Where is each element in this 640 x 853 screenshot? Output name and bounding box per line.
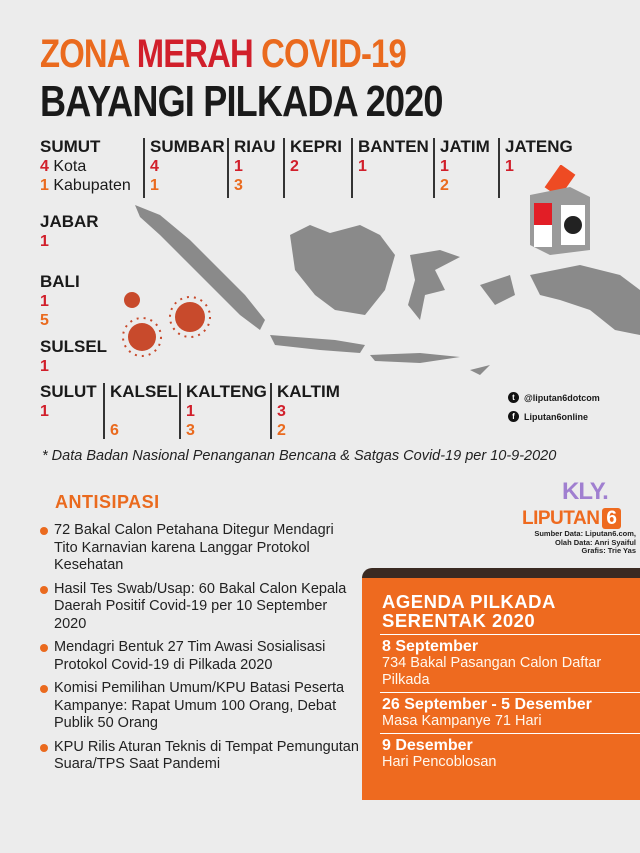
twitter-text: @liputan6dotcom	[524, 392, 600, 403]
kota-label: Kota	[53, 158, 87, 175]
province-sumut	[35, 138, 131, 196]
province-name: JATIM	[440, 137, 490, 156]
title-merah: MERAH	[136, 32, 262, 76]
facebook-icon: f	[508, 411, 519, 422]
province-kaltim	[270, 383, 340, 439]
source-line: Sumber Data: Liputan6.com,	[534, 529, 636, 538]
title-covid: COVID-19	[261, 32, 406, 76]
liputan-text: LIPUTAN	[522, 508, 600, 529]
province-name: RIAU	[234, 137, 276, 156]
agenda-desc: 734 Bakal Pasangan Calon Daftar Pilkada	[382, 655, 602, 688]
source-line: Grafis: Trie Yas	[581, 546, 636, 555]
agenda-heading: AGENDA PILKADA SERENTAK 2020	[382, 591, 556, 631]
title-line-2: BAYANGI PILKADA 2020	[40, 77, 443, 126]
facebook-text: Liputan6online	[524, 411, 588, 422]
kota-count: 2	[290, 158, 299, 175]
kabupaten-count: 2	[277, 422, 286, 439]
kota-count: 1	[234, 158, 243, 175]
footnote: * Data Badan Nasional Penanganan Bencana & Satgas Covid-19 per 10-9-2020	[42, 448, 557, 464]
kabupaten-count: 1	[150, 177, 159, 194]
province-sulut	[35, 383, 97, 422]
province-name: SUMBAR	[150, 137, 225, 156]
agenda-box	[362, 568, 640, 800]
kabupaten-label: Kabupaten	[53, 177, 131, 194]
province-name: SULUT	[40, 382, 97, 401]
agenda-desc: Hari Pencoblosan	[382, 754, 497, 770]
province-kepri	[283, 138, 342, 198]
province-name: SUMUT	[40, 137, 101, 156]
province-name: JABAR	[40, 212, 99, 231]
kota-count: 1	[40, 233, 49, 250]
twitter-icon: t	[508, 392, 519, 403]
province-name: KEPRI	[290, 137, 342, 156]
kota-count: 1	[40, 293, 49, 310]
province-name: KALTENG	[186, 382, 267, 401]
liputan6-logo	[522, 508, 621, 530]
province-sulsel	[35, 338, 107, 377]
twitter-handle[interactable]	[508, 392, 600, 403]
list-item: 72 Bakal Calon Petahana Ditegur Mendagri Tito Karnavian karena Langgar Protokol Kesehatan	[40, 522, 360, 575]
list-item: Komisi Pemilihan Umum/KPU Batasi Peserta Kampanye: Rapat Umum 100 Orang, Debat Publik 50 Orang	[40, 680, 360, 733]
kota-count: 4	[40, 158, 49, 175]
province-riau	[227, 138, 276, 198]
antisipasi-list	[40, 522, 360, 780]
province-bali	[35, 273, 80, 331]
kabupaten-count: 1	[40, 177, 49, 194]
virus-icons	[112, 285, 222, 365]
province-kalsel	[103, 383, 178, 439]
six-badge: 6	[602, 508, 620, 529]
province-name: SULSEL	[40, 337, 108, 356]
facebook-handle[interactable]	[508, 411, 588, 422]
kota-count: 1	[358, 158, 367, 175]
list-item: Hasil Tes Swab/Usap: 60 Bakal Calon Kepala Daerah Positif Covid-19 per 10 September 2020	[40, 581, 360, 634]
kota-count: 3	[277, 403, 286, 420]
source-credits	[520, 530, 636, 556]
agenda-item	[380, 692, 640, 733]
agenda-date: 26 September - 5 Desember	[382, 696, 592, 713]
kabupaten-count: 2	[440, 177, 449, 194]
province-jabar	[35, 213, 99, 252]
kota-count: 1	[440, 158, 449, 175]
agenda-item	[380, 733, 640, 774]
province-kalteng	[179, 383, 267, 439]
list-item: KPU Rilis Aturan Teknis di Tempat Pemungutan Suara/TPS Saat Pandemi	[40, 739, 360, 774]
kota-count: 1	[40, 358, 49, 375]
province-name: KALTIM	[277, 382, 340, 401]
kabupaten-count: 3	[186, 422, 195, 439]
kly-logo: KLY.	[562, 478, 608, 505]
agenda-desc: Masa Kampanye 71 Hari	[382, 713, 542, 729]
province-banten	[351, 138, 429, 198]
kota-count: 1	[505, 158, 514, 175]
title-line-1	[40, 32, 406, 77]
kabupaten-count: 6	[110, 422, 119, 439]
title-zona: ZONA	[40, 32, 137, 76]
province-name: KALSEL	[110, 382, 178, 401]
kota-count: 1	[186, 403, 195, 420]
province-jateng	[498, 138, 573, 198]
kota-count: 4	[150, 158, 159, 175]
source-line: Olah Data: Anri Syaiful	[555, 537, 636, 547]
province-name: JATENG	[505, 137, 573, 156]
province-name: BALI	[40, 272, 80, 291]
kabupaten-count: 3	[234, 177, 243, 194]
province-sumbar	[143, 138, 225, 198]
agenda-date: 9 Desember	[382, 737, 473, 754]
agenda-item	[380, 634, 640, 692]
agenda-date: 8 September	[382, 638, 479, 655]
kota-count: 1	[40, 403, 49, 420]
province-jatim	[433, 138, 490, 198]
province-name: BANTEN	[358, 137, 429, 156]
list-item: Mendagri Bentuk 27 Tim Awasi Sosialisasi Protokol Covid-19 di Pilkada 2020	[40, 639, 360, 674]
antisipasi-heading: ANTISIPASI	[55, 492, 160, 512]
kabupaten-count: 5	[40, 312, 49, 329]
